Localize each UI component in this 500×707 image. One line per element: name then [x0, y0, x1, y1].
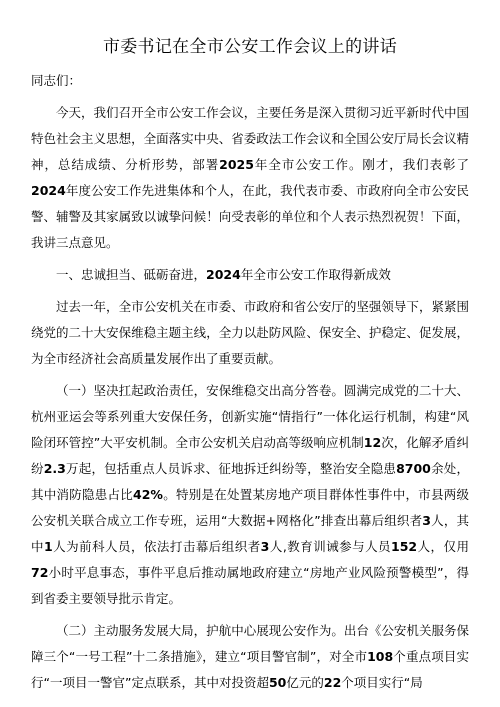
- subsection-2-paragraph: （二）主动服务发展大局，护航中心展现公安作为。出台《公安机关服务保障三个“一号工程”十二条措施》，建立“项目警官制”，对全市108个重点项目实行“一项目一警官”定点联系，其中对投资超50亿元的22个项目实行“局: [31, 623, 469, 690]
- salutation: 同志们：: [31, 73, 82, 88]
- section-heading-1: 一、忠诚担当、砥砺奋进，2024年全市公安工作取得新成效: [56, 267, 391, 282]
- intro-paragraph: 今天，我们召开全市公安工作会议，主要任务是深入贯彻习近平新时代中国特色社会主义思想，全面落实中央、省委政法工作会议和全国公安厅局长会议精神，总结成绩、分析形势，部署2025年全市公安工作。刚才，我们表彰了2024年度公安工作先进集体和个人，在此，我代表市委、市政府向全市公安民警、辅警及其家属致以诚挚问候！向受表彰的单位和个人表示热烈祝贺！下面，我讲三点意见。: [31, 105, 469, 250]
- section-1-summary: 过去一年，全市公安机关在市委、市政府和省公安厅的坚强领导下，紧紧围绕党的二十大安保维稳主题主线，全力以赴防风险、保安全、护稳定、促发展，为全市经济社会高质量发展作出了重要贡献。: [31, 299, 469, 366]
- subsection-1-paragraph: （一）坚决扛起政治责任，安保维稳交出高分答卷。圆满完成党的二十大、杭州亚运会等系列重大安保任务，创新实施“情指行”一体化运行机制，构建“风险闭环管控”大平安机制。全市公安机关启动高等级响应机制12次，化解矛盾纠纷2.3万起，包括重点人员诉求、征地拆迁纠纷等，整治安全隐患8700余处，其中消防隐患占比42%。特别是在处置某房地产项目群体性事件中，市县两级公安机关联合成立工作专班，运用“大数据+网格化”排查出幕后组织者3人，其中1人为前科人员，依法打击幕后组织者3人,教育训诫参与人员152人，仅用72小时平息事态，事件平息后推动属地政府建立“房地产业风险预警模型”，得到省委主要领导批示肯定。: [31, 383, 470, 606]
- document-title: 市委书记在全市公安工作会议上的讲话: [102, 37, 398, 57]
